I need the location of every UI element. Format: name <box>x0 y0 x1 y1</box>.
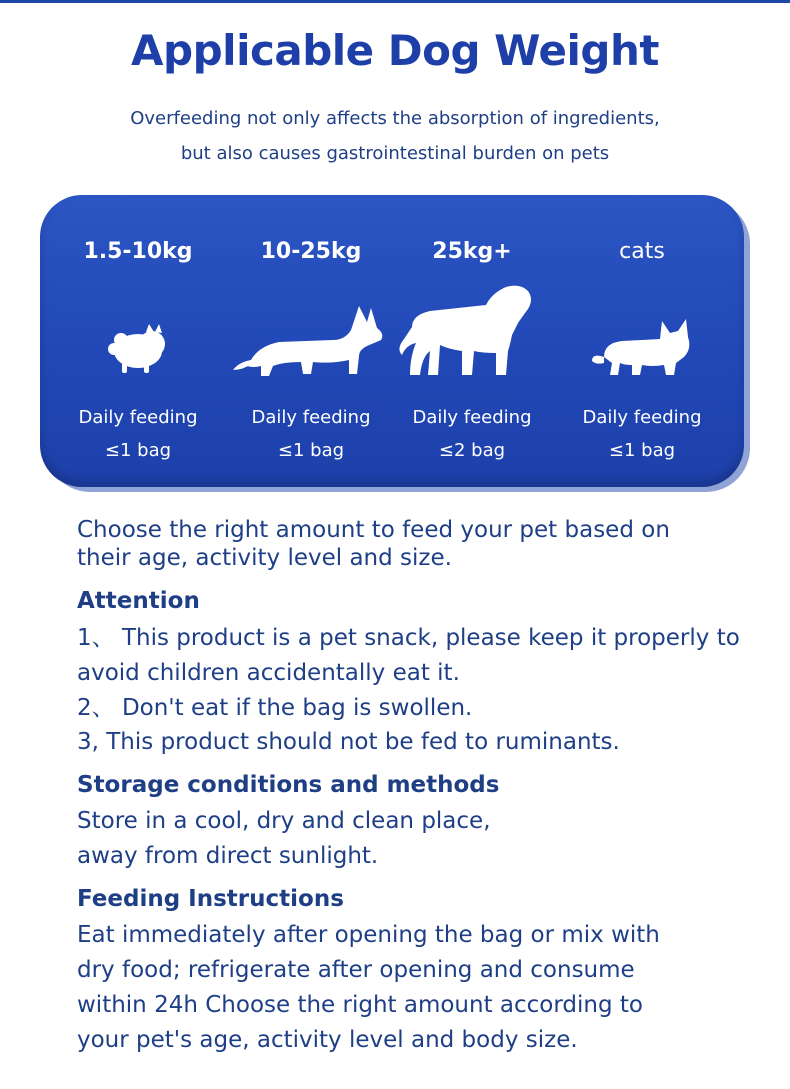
feeding-line-2: dry food; refrigerate after opening and consume <box>77 957 635 983</box>
weight-panel <box>40 195 744 487</box>
feeding-amount: ≤1 bag <box>277 440 345 461</box>
medium-dog-icon <box>221 300 401 380</box>
feeding-label: Daily feeding <box>78 407 198 428</box>
feeding-heading: Feeding Instructions <box>77 886 344 912</box>
attention-item-2: 2、 Don't eat if the bag is swollen. <box>77 695 473 721</box>
feeding-line-3: within 24h Choose the right amount according to <box>77 992 643 1018</box>
feeding-text <box>77 918 767 1058</box>
small-dog-icon <box>48 320 228 380</box>
storage-text <box>77 804 767 874</box>
attention-item-1-line-2: avoid children accidentally eat it. <box>77 660 460 686</box>
subtitle-line-1: Overfeeding not only affects the absorption of ingredients, <box>130 108 660 129</box>
weight-label: 25kg+ <box>432 239 512 264</box>
feeding-amount: ≤1 bag <box>104 440 172 461</box>
page-title: Applicable Dog Weight <box>131 26 659 75</box>
weight-label: 1.5-10kg <box>83 239 193 264</box>
intro-line-1: Choose the right amount to feed your pet based on <box>77 517 670 543</box>
weight-label: cats <box>619 239 665 264</box>
storage-line-1: Store in a cool, dry and clean place, <box>77 808 491 834</box>
subtitle-line-2: but also causes gastrointestinal burden on pets <box>180 143 610 164</box>
attention-heading: Attention <box>77 588 200 614</box>
top-divider <box>0 0 790 3</box>
attention-item-3: 3, This product should not be fed to ruminants. <box>77 729 620 755</box>
feeding-label: Daily feeding <box>251 407 371 428</box>
attention-item-1 <box>77 621 767 691</box>
storage-line-2: away from direct sunlight. <box>77 843 379 869</box>
feeding-line-4: your pet's age, activity level and body size. <box>77 1027 578 1053</box>
feeding-amount: ≤2 bag <box>438 440 506 461</box>
storage-heading: Storage conditions and methods <box>77 772 500 798</box>
intro-text <box>77 516 767 572</box>
cat-icon <box>552 307 732 379</box>
feeding-label: Daily feeding <box>582 407 702 428</box>
intro-line-2: their age, activity level and size. <box>77 545 452 571</box>
weight-label: 10-25kg <box>260 239 362 264</box>
attention-item-1-line-1: 1、 This product is a pet snack, please keep it properly to <box>77 625 740 651</box>
feeding-amount: ≤1 bag <box>608 440 676 461</box>
large-dog-icon <box>382 279 562 379</box>
feeding-label: Daily feeding <box>412 407 532 428</box>
feeding-line-1: Eat immediately after opening the bag or mix with <box>77 922 660 948</box>
